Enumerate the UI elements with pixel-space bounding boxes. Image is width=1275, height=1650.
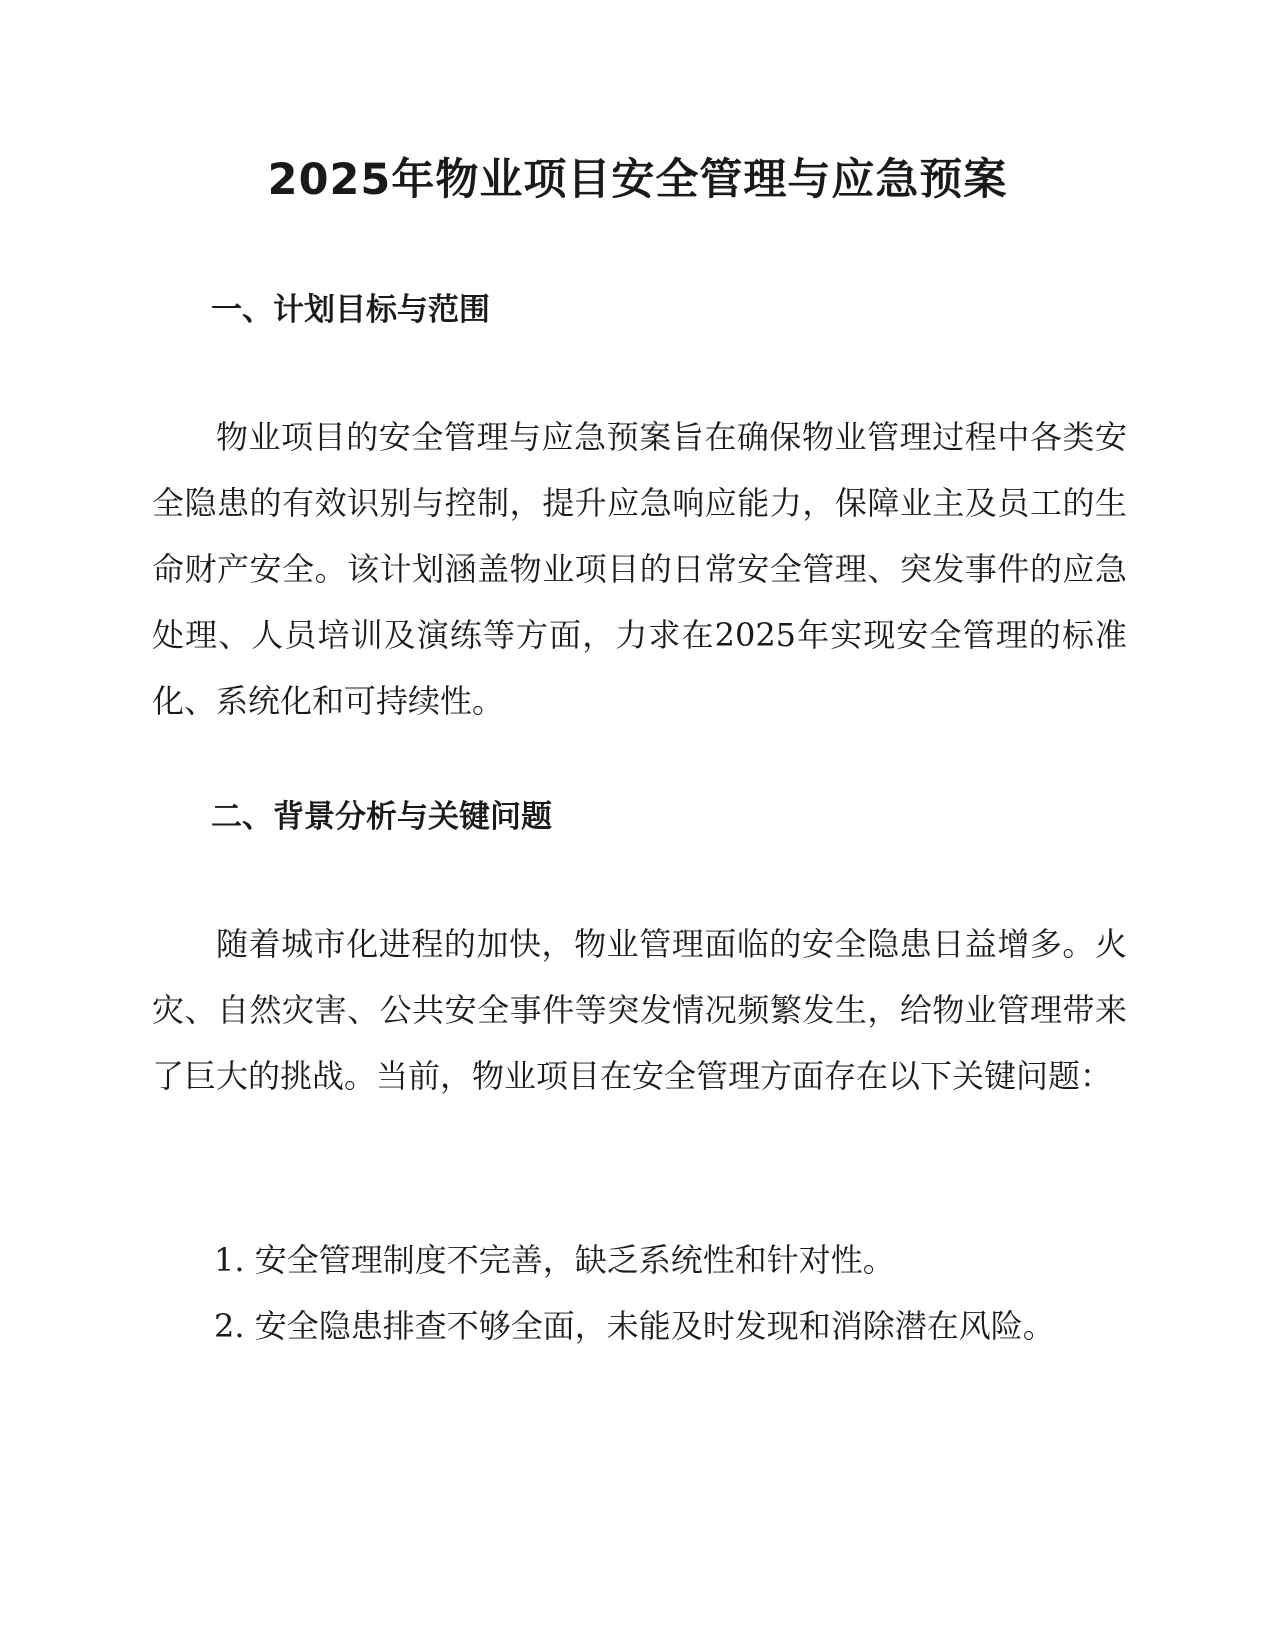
list-item: 2. 安全隐患排查不够全面，未能及时发现和消除潜在风险。: [214, 1307, 1055, 1345]
list-item: 1. 安全管理制度不完善，缺乏系统性和针对性。: [214, 1241, 895, 1279]
section-paragraph-goals: 物业项目的安全管理与应急预案旨在确保物业管理过程中各类安全隐患的有效识别与控制，提升应急响应能力，保障业主及员工的生命财产安全。该计划涵盖物业项目的日常安全管理、突发事件的应急处理、人员培训及演练等方面，力求在2025年实现安全管理的标准化、系统化和可持续性。: [152, 418, 1127, 720]
section-heading-background: 二、背景分析与关键问题: [211, 799, 552, 835]
document-title: 2025年物业项目安全管理与应急预案: [267, 155, 1008, 205]
section-paragraph-background: 随着城市化进程的加快，物业管理面临的安全隐患日益增多。火灾、自然灾害、公共安全事件等突发情况频繁发生，给物业管理带来了巨大的挑战。当前，物业项目在安全管理方面存在以下关键问题：: [152, 925, 1127, 1095]
section-heading-goals: 一、计划目标与范围: [211, 292, 490, 328]
